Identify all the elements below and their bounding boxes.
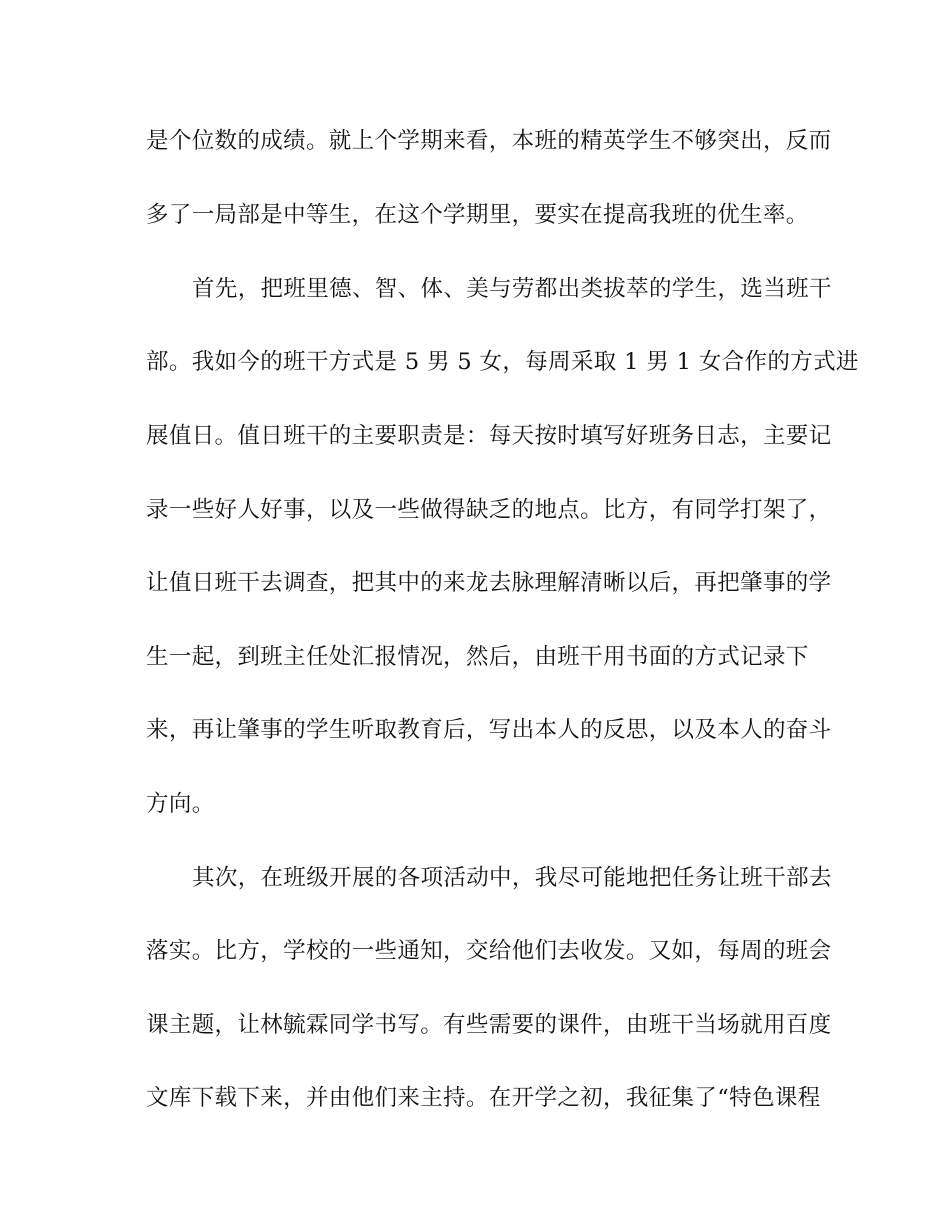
text-line-5: 展值日。值日班干的主要职责是：每天按时填写好班务日志，主要记 (146, 423, 832, 449)
text-line-12: 落实。比方，学校的一些通知，交给他们去收发。又如，每周的班会 (146, 938, 832, 964)
text-line-4: 部。我如今的班干方式是 5 男 5 女，每周采取 1 男 1 女合作的方式进 (146, 349, 859, 375)
text-line-1: 是个位数的成绩。就上个学期来看，本班的精英学生不够突出，反而 (146, 128, 832, 154)
text-line-14: 文库下载下来，并由他们来主持。在开学之初，我征集了“特色课程 (146, 1085, 821, 1111)
text-line-13: 课主题，让林毓霖同学书写。有些需要的课件，由班干当场就用百度 (146, 1012, 832, 1038)
text-line-3: 首先，把班里德、智、体、美与劳都出类拔萃的学生，选当班干 (192, 276, 832, 302)
text-line-11: 其次，在班级开展的各项活动中，我尽可能地把任务让班干部去 (192, 865, 832, 891)
text-line-2: 多了一局部是中等生，在这个学期里，要实在提高我班的优生率。 (146, 202, 809, 228)
text-line-10: 方向。 (146, 791, 215, 817)
text-line-9: 来，再让肇事的学生听取教育后，写出本人的反思，以及本人的奋斗 (146, 717, 832, 743)
text-line-6: 录一些好人好事，以及一些做得缺乏的地点。比方，有同学打架了， (146, 497, 832, 523)
text-line-8: 生一起，到班主任处汇报情况，然后，由班干用书面的方式记录下 (146, 644, 809, 670)
text-line-7: 让值日班干去调查，把其中的来龙去脉理解清晰以后，再把肇事的学 (146, 570, 832, 596)
